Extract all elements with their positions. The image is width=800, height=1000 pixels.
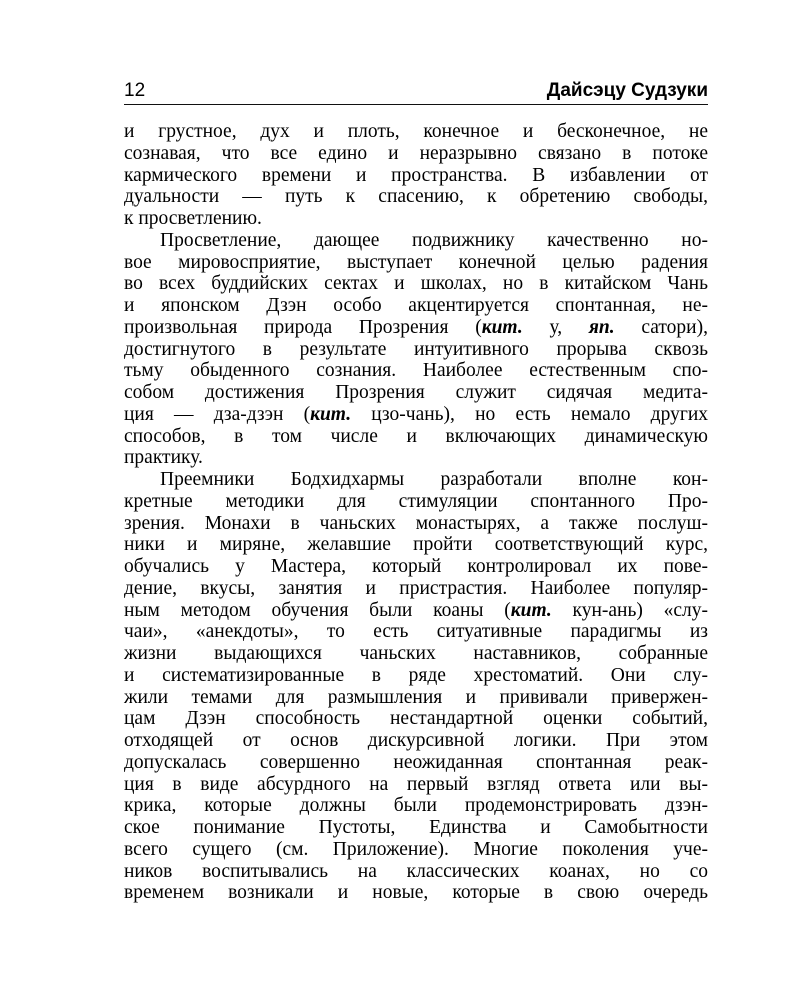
body-text <box>124 121 708 904</box>
text-line: цам Дзэн способность нестандартной оценки событий, <box>124 708 708 730</box>
text-line: способов, в том числе и включающих динамическую <box>124 425 708 447</box>
paragraph <box>124 230 708 469</box>
text-line: Преемники Бодхидхармы разработали вполне кон- <box>160 469 708 490</box>
paragraph <box>124 469 708 904</box>
text-line: чаи», «анекдоты», то есть ситуативные парадигмы из <box>124 621 708 643</box>
text-line: произвольная природа Прозрения (кит. у, яп. сатори), <box>124 316 708 338</box>
text-line: жизни выдающихся чаньских наставников, собранные <box>124 643 708 664</box>
text-line: вое мировосприятие, выступает конечной целью радения <box>124 251 708 273</box>
text-line: достигнутого в результате интуитивного прорыва сквозь <box>124 338 708 360</box>
running-head <box>124 80 708 105</box>
text-line: практику. <box>124 447 203 469</box>
text-line: и систематизированные в ряде хрестоматий. Они слу- <box>124 664 708 686</box>
text-line: ников воспитывались на классических коанах, но со <box>124 860 708 882</box>
text-line: отходящей от основ дискурсивной логики. При этом <box>124 730 708 751</box>
text-line: дуальности — путь к спасению, к обретению свободы, <box>124 186 708 208</box>
text-line: и японском Дзэн особо акцентируется спонтанная, не- <box>124 295 708 316</box>
text-line: допускалась совершенно неожиданная спонтанная реак- <box>124 751 708 773</box>
text-line: собом достижения Прозрения служит сидячая медита- <box>124 382 708 403</box>
text-line: дение, вкусы, занятия и пристрастия. Наиболее популяр- <box>124 577 708 599</box>
text-line: крика, которые должны были продемонстрировать дзэн- <box>124 795 708 817</box>
book-page <box>124 0 708 1000</box>
text-line: кретные методики для стимуляции спонтанного Про- <box>124 490 708 512</box>
text-line: сознавая, что все едино и неразрывно связано в потоке <box>124 142 708 164</box>
page-number: 12 <box>124 80 146 101</box>
text-line: зрения. Монахи в чаньских монастырях, а также послуш- <box>124 512 708 534</box>
text-line: и грустное, дух и плоть, конечное и бесконечное, не <box>124 121 708 142</box>
text-line: к просветлению. <box>124 208 262 229</box>
text-line: ское понимание Пустоты, Единства и Самобытности <box>124 817 708 838</box>
text-line: тьму обыденного сознания. Наиболее естественным спо- <box>124 360 708 382</box>
text-line: ция в виде абсурдного на первый взгляд ответа или вы- <box>124 773 708 795</box>
text-line: кармического времени и пространства. В избавлении от <box>124 164 708 186</box>
text-line: всего сущего (см. Приложение). Многие поколения уче- <box>124 838 708 860</box>
text-line: жили темами для размышления и прививали привержен- <box>124 686 708 708</box>
running-title: Дайсэцу Судзуки <box>546 80 708 101</box>
text-line: ники и миряне, желавшие пройти соответствующий курс, <box>124 534 708 556</box>
text-line: Просветление, дающее подвижнику качественно но- <box>160 229 708 251</box>
text-line: временем возникали и новые, которые в свою очередь <box>124 882 708 904</box>
paragraph <box>124 121 708 230</box>
text-line: во всех буддийских сектах и школах, но в китайском Чань <box>124 273 708 295</box>
text-line: ция — дза-дзэн (кит. цзо-чань), но есть немало других <box>124 403 708 425</box>
text-line: ным методом обучения были коаны (кит. кун-ань) «слу- <box>124 599 708 621</box>
text-line: обучались у Мастера, который контролировал их пове- <box>124 556 708 577</box>
